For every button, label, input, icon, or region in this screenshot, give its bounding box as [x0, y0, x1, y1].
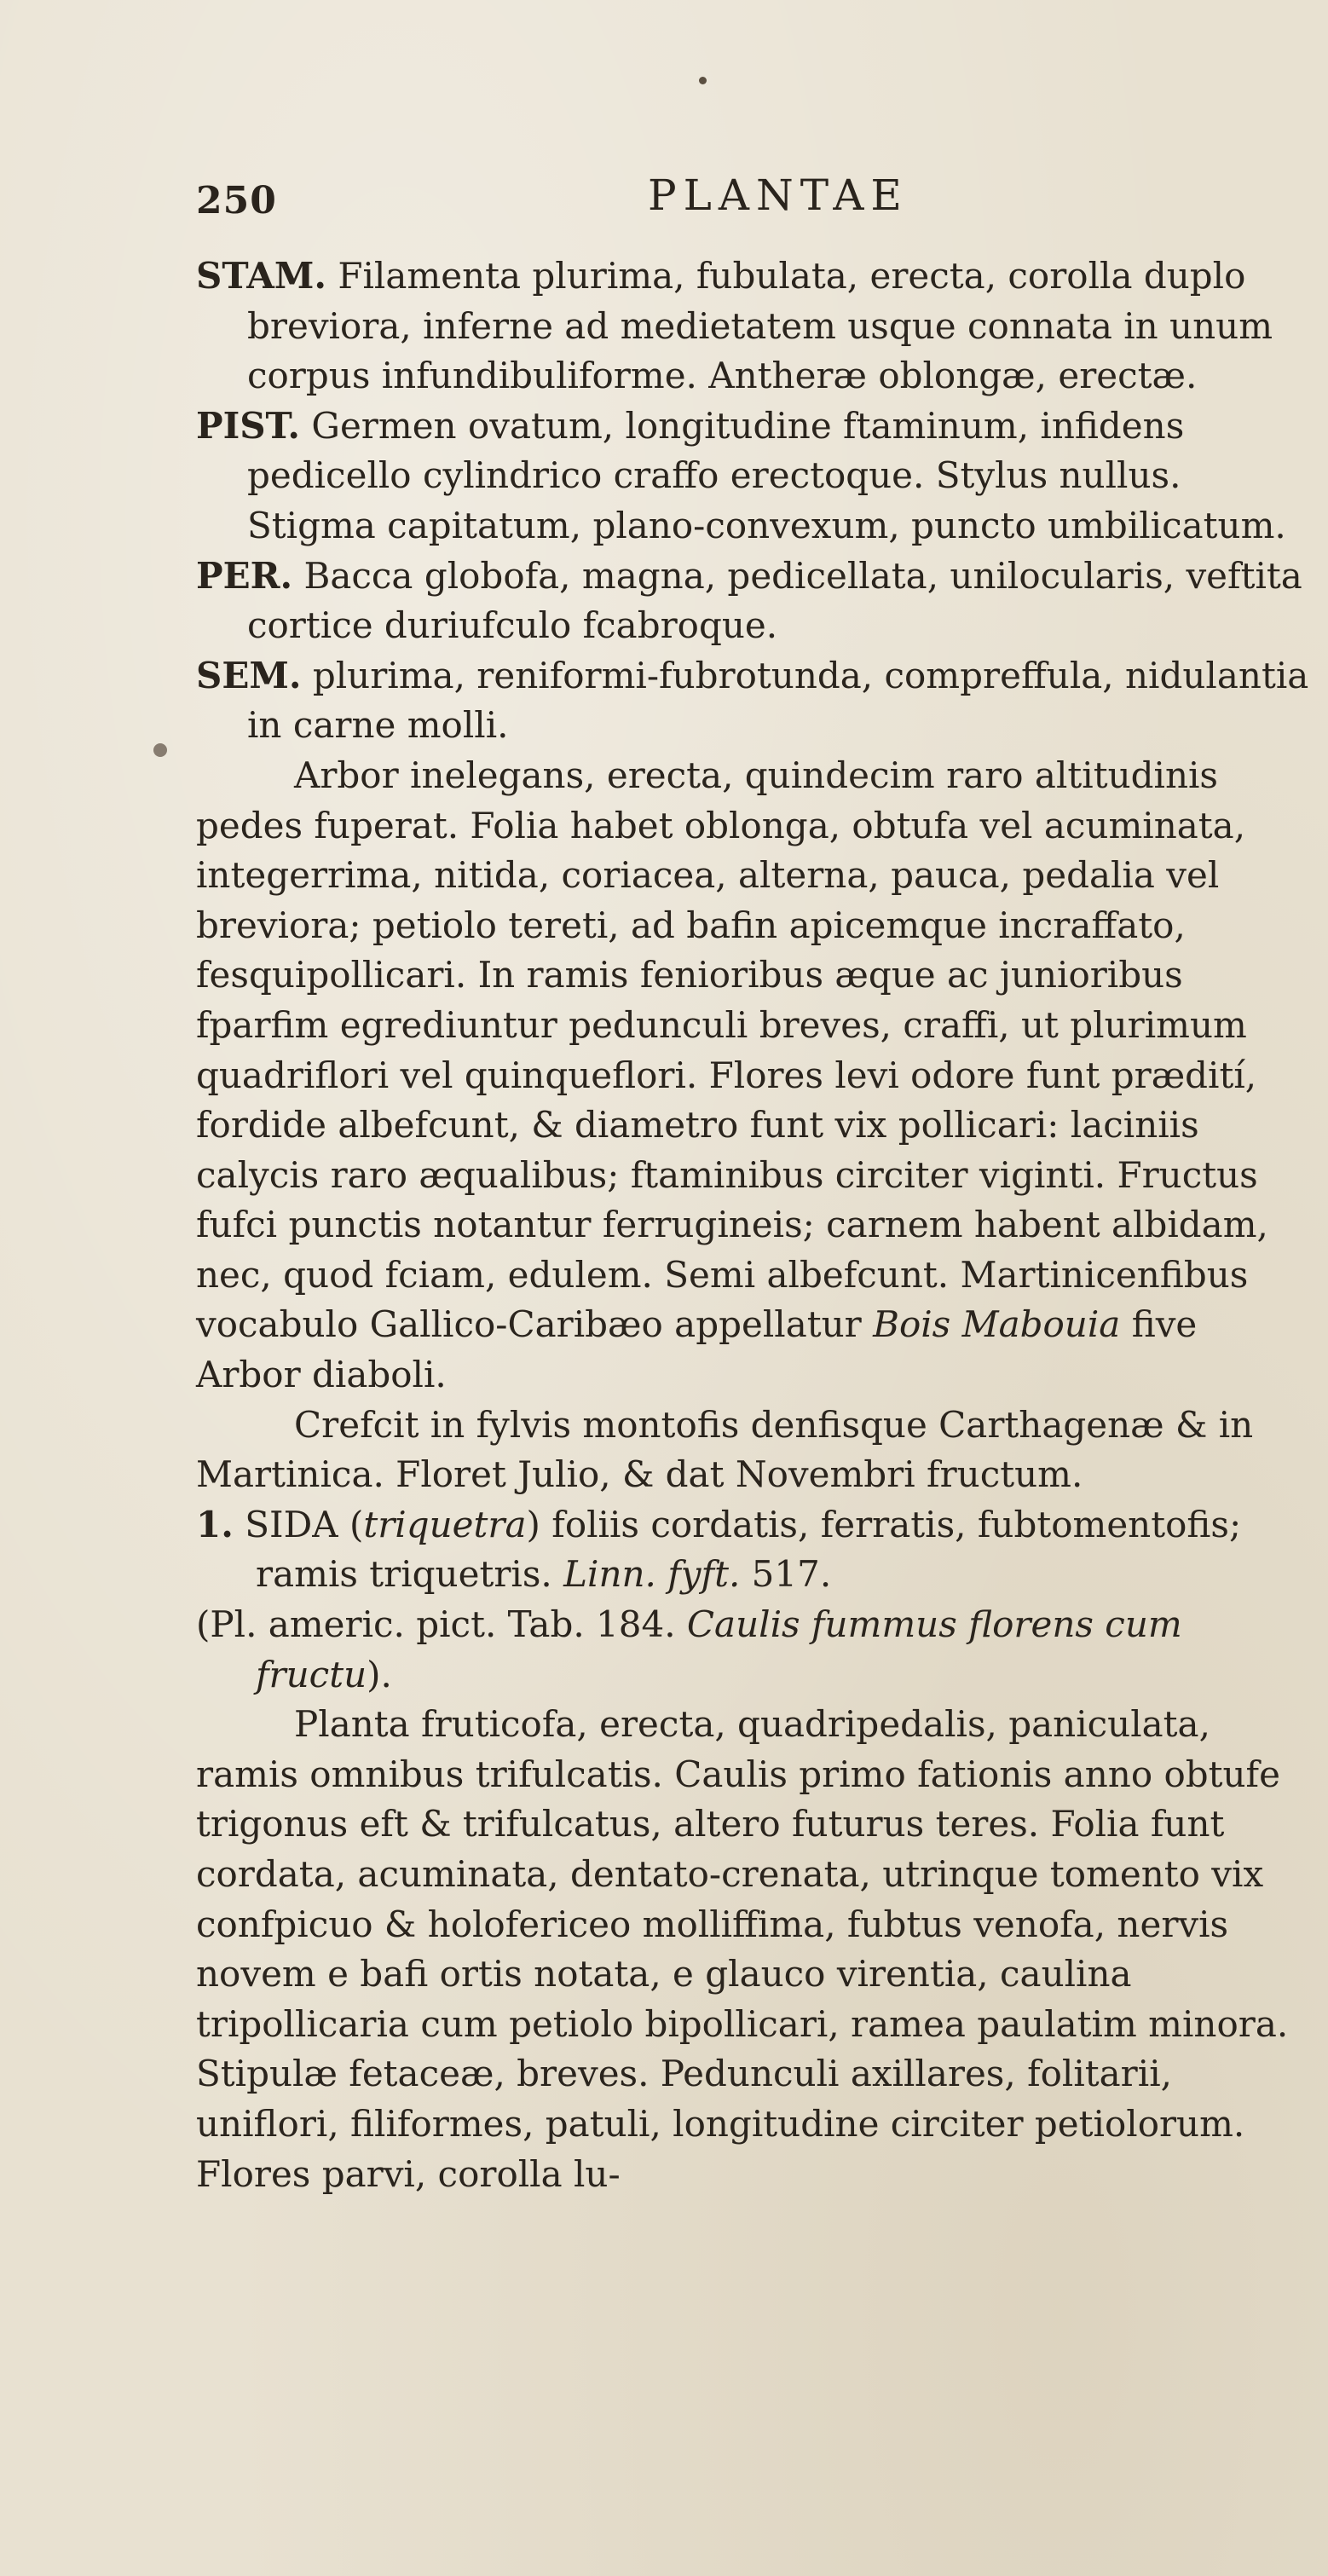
plate-ref: (Pl. americ. pict. Tab. 184. — [196, 1603, 676, 1646]
plate-reference — [196, 1600, 1313, 1700]
species-number: 1. — [196, 1503, 234, 1545]
page-number: 250 — [196, 179, 277, 222]
arbor-text: Arbor inelegans, erecta, quindecim raro altitudinis pedes fuperat. Folia habet oblonga, obtufa vel acuminata, integerrima, nitida, coriacea, alterna, pauca, pedalia vel breviora; petiolo tereti, ad bafin apicemque incraffato, fesquipollicari. In ramis fenioribus æque ac junioribus fparfim egrediuntur pedunculi breves, craffi, ut plurimum quadriflori vel quinqueflori. Flores levi odore funt prædití, fordide albefcunt, & diametro funt vix pollicari: laciniis calycis raro æqualibus; ftaminibus circiter viginti. Fructus fufci punctis notantur ferrugineis; carnem habent albidam, nec, quod fciam, edulem. Semi albefcunt. Martinicenfibus vocabulo Gallico-Caribæo appellatur — [196, 754, 1268, 1346]
section-label: STAM. — [196, 255, 326, 297]
species-epithet: triquetra — [363, 1503, 527, 1545]
pist-paragraph — [196, 401, 1313, 552]
species-entry: 1. SIDA (triquetra) foliis cordatis, ferratis, fubtomentofis; ramis triquetris. Linn. fyft. 517. — [196, 1503, 1242, 1596]
citation: Linn. fyft. — [563, 1553, 741, 1596]
section-label: PIST. — [196, 404, 301, 447]
section-label: PER. — [196, 554, 293, 597]
citation-number: 517. — [751, 1553, 832, 1596]
stam-paragraph — [196, 251, 1313, 401]
section-text: plurima, reniformi-fubrotunda, compreffula, nidulantia in carne molli. — [247, 654, 1309, 747]
running-head: PLANTAE — [648, 170, 909, 220]
description-paragraph — [196, 1700, 1313, 2199]
plate-close: ). — [367, 1653, 392, 1695]
ink-speck — [699, 77, 707, 84]
section-label: SEM. — [196, 654, 302, 696]
plate-caption: Caulis fummus florens cum fructu — [256, 1603, 1182, 1695]
crescit-paragraph — [196, 1401, 1313, 1500]
sem-paragraph — [196, 651, 1313, 751]
arbor-paragraph — [196, 751, 1313, 1401]
species-diagnosis: foliis cordatis, ferratis, fubtomentofis; ramis triquetris. — [256, 1503, 1242, 1596]
section-text: Germen ovatum, longitudine ftaminum, infidens pedicello cylindrico craffo erectoque. Stylus nullus. Stigma capitatum, plano-convexum, puncto umbilicatum. — [247, 404, 1286, 546]
vernacular-name: Bois Mabouia — [873, 1303, 1121, 1346]
description-text: Planta fruticofa, erecta, quadripedalis, paniculata, ramis omnibus trifulcatis. Caulis primo fationis anno obtufe trigonus eft & trifulcatus, altero futurus teres. Folia funt cordata, acuminata, dentato-crenata, utrinque tomento vix confpicuo & holofericeo molliffima, fubtus venofa, nervis novem e bafi ortis notata, e glauco virentia, caulina tripollicaria cum petiolo bipollicari, ramea paulatim minora. Stipulæ fetaceæ, breves. Pedunculi axillares, folitarii, uniflori, filiformes, patuli, longitudine circiter petiolorum. Flores parvi, corolla lu- — [196, 1703, 1289, 2195]
arbor-tail: five Arbor diaboli. — [196, 1303, 1198, 1396]
page-body — [196, 251, 1313, 2199]
genus-name: SIDA — [245, 1503, 338, 1545]
crescit-text: Crefcit in fylvis montofis denfisque Carthagenæ & in Martinica. Floret Julio, & dat Novembri fructum. — [196, 1403, 1254, 1496]
page-header — [196, 170, 1219, 230]
section-text: Filamenta plurima, fubulata, erecta, corolla duplo breviora, inferne ad medietatem usque connata in unum corpus infundibuliforme. Antheræ oblongæ, erectæ. — [247, 255, 1273, 397]
ink-speck — [153, 743, 167, 757]
per-paragraph — [196, 552, 1313, 651]
section-text: Bacca globofa, magna, pedicellata, unilocularis, veftita cortice duriufculo fcabroque. — [247, 554, 1302, 647]
